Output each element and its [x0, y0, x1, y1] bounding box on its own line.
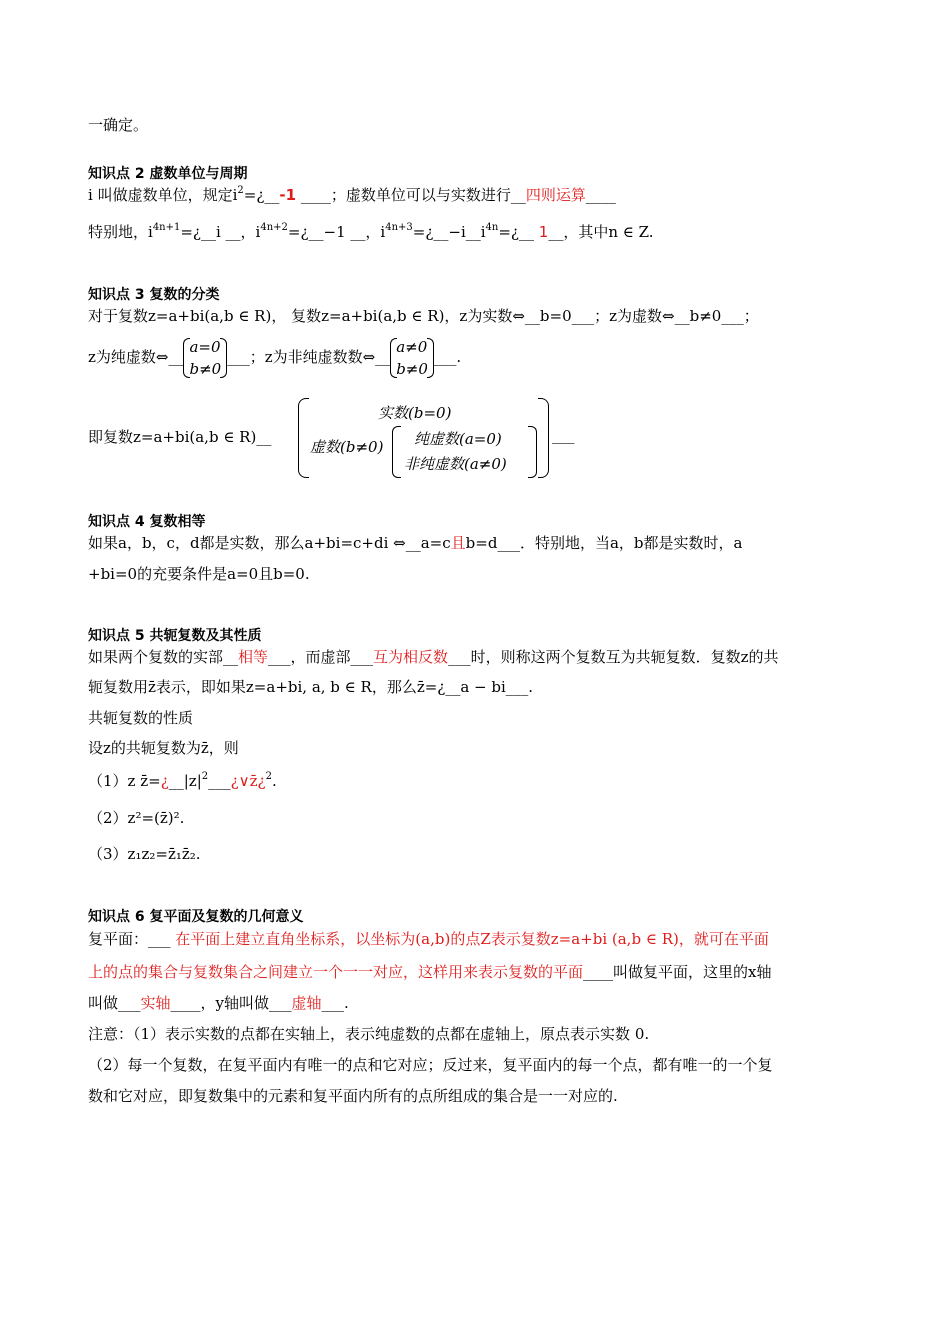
class-real: 实数(b=0) — [378, 404, 452, 422]
section-5-line-1: 如果两个复数的实部__相等___，而虚部___互为相反数___时，则称这两个复数互为共轭复数．复数z的共 — [88, 648, 779, 666]
section-3-title: 知识点 3 复数的分类 — [88, 287, 220, 303]
section-6-line-2: 上的点的集合与复数集合之间建立一个一一对应，这样用来表示复数的平面____叫做复平面，这里的x轴 — [88, 963, 772, 981]
property-2: （2）z²=(z̄)². — [88, 809, 185, 827]
section-5-title: 知识点 5 共轭复数及其性质 — [88, 628, 262, 644]
pure-imag-system: a=0 b≠0 — [183, 336, 227, 380]
note-2: （2）每一个复数，在复平面内有唯一的点和它对应；反过来，复平面内的每一个点，都有唯一的一个复 — [88, 1056, 773, 1074]
note-3: 数和它对应，即复数集中的元素和复平面内所有的点所组成的集合是一一对应的. — [88, 1087, 618, 1105]
section-3-line-1: 对于复数z=a+bi(a,b ∈ R)， 复数z=a+bi(a,b ∈ R)，z为实数⇔__b=0___；z为虚数⇔__b≠0___； — [88, 307, 759, 325]
property-3: （3）z₁z₂=z̄₁z̄₂. — [88, 845, 201, 863]
class-imag: 虚数(b≠0) — [310, 438, 384, 456]
section-4-line-1: 如果a，b，c，d都是实数，那么a+bi=c+di ⇔__a=c且b=d___．特别地，当a，b都是实数时，a — [88, 534, 743, 552]
class-pure: 纯虚数(a=0) — [414, 430, 502, 448]
section-4-line-2: +bi=0的充要条件是a=0且b=0. — [88, 565, 310, 583]
class-nonpure: 非纯虚数(a≠0) — [404, 455, 507, 473]
section-2-title: 知识点 2 虚数单位与周期 — [88, 166, 248, 182]
non-pure-imag-system: a≠0 b≠0 — [390, 336, 434, 380]
section-6-line-1: 复平面：___ 在平面上建立直角坐标系，以坐标为(a,b)的点Z表示复数z=a+bi (a,b ∈ R)，就可在平面 — [88, 930, 769, 948]
section-5-line-2: 轭复数用z̄表示，即如果z=a+bi, a, b ∈ R，那么z̄=¿__a − bi___. — [88, 678, 534, 696]
section-5-line-4: 设z的共轭复数为z̄，则 — [88, 739, 239, 757]
section-6-title: 知识点 6 复平面及复数的几何意义 — [88, 909, 304, 925]
section-4-title: 知识点 4 复数相等 — [88, 514, 206, 530]
intro-line: 一确定。 — [88, 116, 149, 134]
complex-classification: 即复数z=a+bi(a,b ∈ R)__ 实数(b=0) 虚数(b≠0) 纯虚数(a=0) 非纯虚数(a≠0) ___ — [88, 398, 588, 478]
section-3-line-2: z为纯虚数⇔__ a=0 b≠0 ___；z为非纯虚数数⇔__ a≠0 b≠0 ___. — [88, 338, 462, 378]
section-6-line-3: 叫做___实轴____，y轴叫做___虚轴___. — [88, 994, 349, 1012]
section-5-line-3: 共轭复数的性质 — [88, 709, 194, 727]
property-1: （1）z $z̄=¿\_\_|z|^2\_\_\_¿\vee z̄¿^2$. — [88, 771, 277, 790]
note-1: 注意：（1）表示实数的点都在实轴上，表示纯虚数的点都在虚轴上，原点表示实数 0. — [88, 1025, 650, 1043]
section-2-line-1: i 叫做虚数单位，规定$i^2=¿\_\_-1$ ____；虚数单位可以与实数进行__四则运算____ — [88, 185, 616, 204]
section-2-line-2: 特别地，$i^{4n+1}=¿\_\_i$ __，$i^{4n+2}=¿\_\_-1$ __，$i^{4n+3}=¿\_\_-i\_\_i^{4n}=¿\_\_$ 1__，其中n ∈ Z. — [88, 222, 654, 241]
classification-lead: 即复数z=a+bi(a,b ∈ R)__ — [88, 428, 272, 446]
